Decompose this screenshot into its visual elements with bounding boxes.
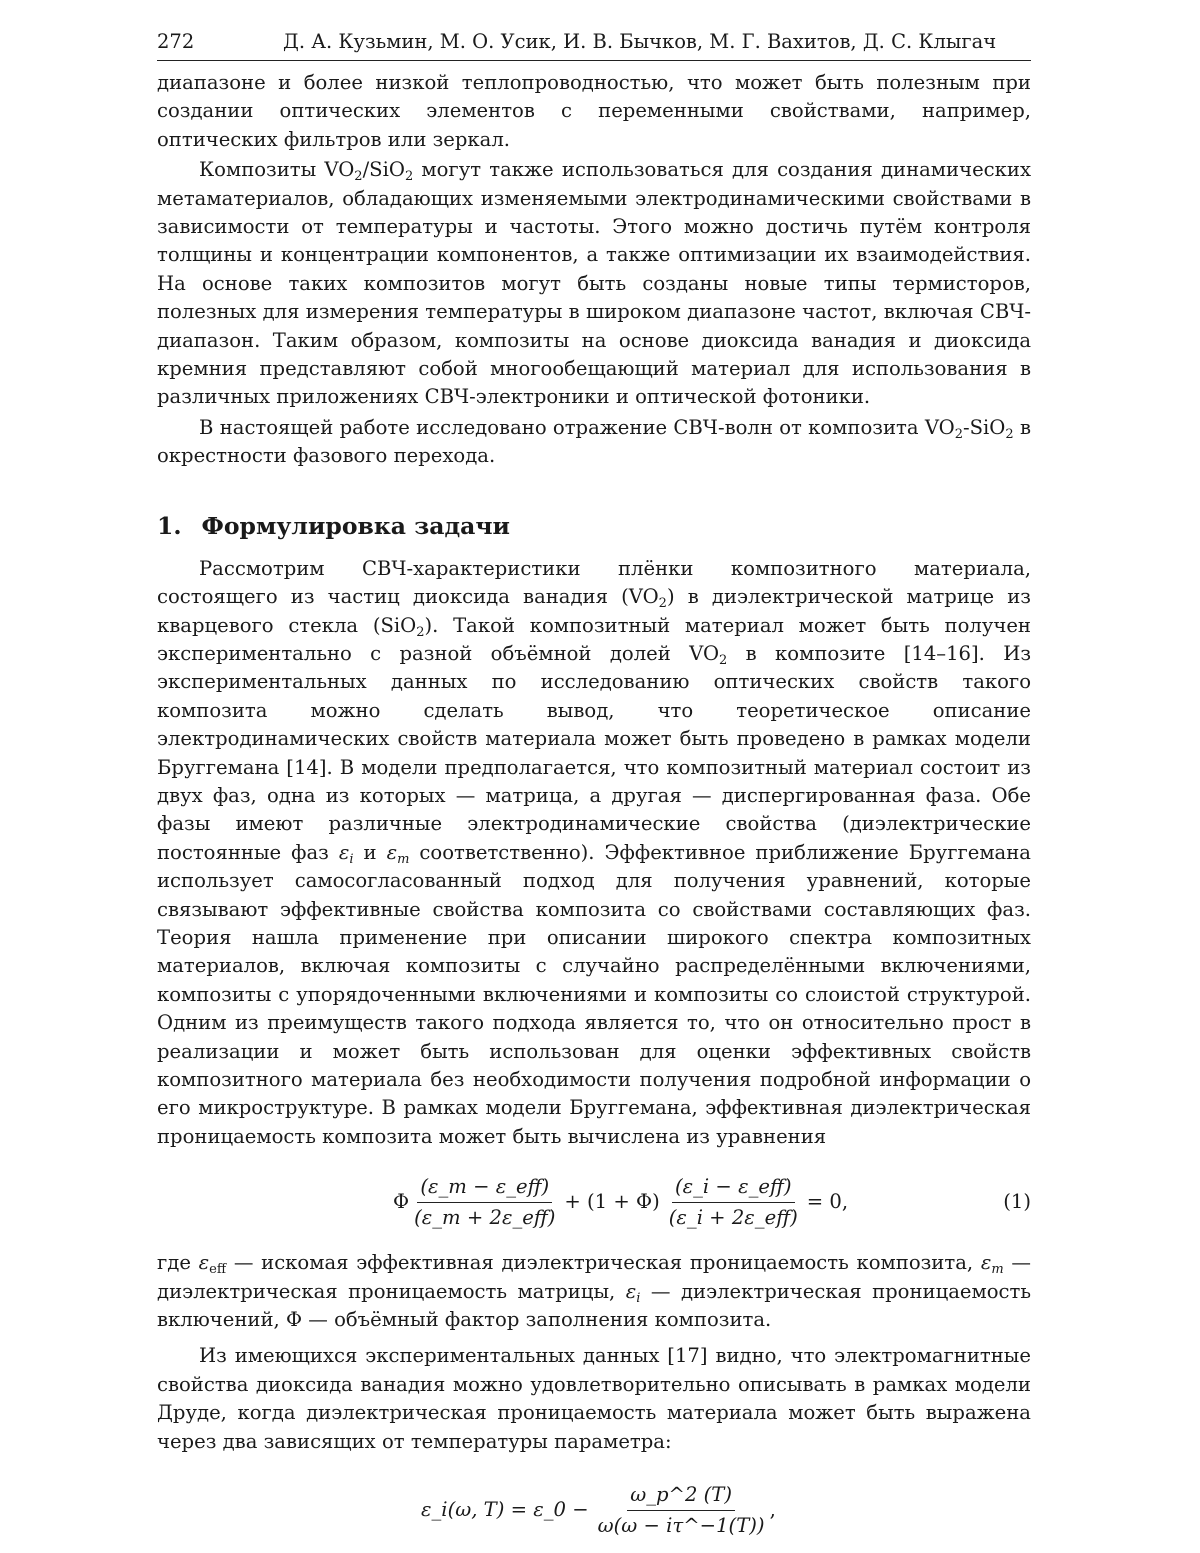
eq-denominator: (ε_m + 2ε_eff) [414, 1205, 556, 1229]
subscript: 2 [1005, 426, 1014, 442]
subscript: 2 [404, 169, 414, 185]
text-run: соответственно). Эффективное приближение Бруггемана использует самосогласованный подход для получения уравнений, которые связывают эффективные свойства композита со свойствами составляющих фаз. Теория нашла применение при описании широкого спектра композитных материалов, включая композиты с случайно распределёнными включениями, композиты с упорядоченными включениями и композиты со слоистой структурой. Одним из преимуществ такого подхода является то, что он относительно прост в реализации и может быть использован для оценки эффективных свойств композитного материала без необходимости получения подробной информации о его микроструктуре. В рамках модели Бруггемана, эффективная диэлектрическая проницаемость композита может быть вычислена из уравнения [157, 840, 1031, 1148]
eq-denominator: (ε_i + 2ε_eff) [668, 1205, 798, 1229]
math-symbol: ε [980, 1251, 992, 1275]
paragraph-present-work [157, 414, 1031, 471]
eq-phi: Φ [393, 1190, 410, 1214]
text-run: где [157, 1251, 199, 1275]
eq-numerator: (ε_i − ε_eff) [672, 1174, 795, 1203]
text-run: Рассмотрим СВЧ-характеристики плёнки композитного материала, состоящего из частиц диоксида ванадия (VO [157, 556, 1031, 609]
equation-2 [157, 1470, 1031, 1550]
running-header [157, 30, 1031, 61]
math-subscript: i [636, 1290, 641, 1306]
subscript: 2 [658, 596, 667, 612]
subscript: 2 [719, 652, 728, 668]
eq-numerator: (ε_m − ε_eff) [417, 1174, 552, 1203]
text-run: и [353, 840, 387, 864]
eq-numerator: ω_p^2 (T) [627, 1482, 735, 1511]
text-run: /SiO [362, 158, 405, 182]
math-symbol: ε [625, 1279, 637, 1303]
section-number: 1. [157, 511, 182, 540]
text-run: -SiO [963, 415, 1006, 439]
paragraph-problem [157, 555, 1031, 1152]
text-run: Композиты VO [199, 158, 355, 182]
section-heading [157, 511, 1031, 541]
text-run: ). Такой композитный материал может быть получен экспериментально с разной объёмной долей VO [157, 613, 1031, 665]
section-title: Формулировка задачи [201, 511, 510, 540]
paragraph-drude: Из имеющихся экспериментальных данных [17] видно, что электромагнитные свойства диоксида ванадия можно удовлетворительно описывать в рамках модели Друде, когда диэлектрическая проницаемость материала может быть выражена через два зависящих от температуры параметра: [157, 1344, 1031, 1453]
eq-fraction-1 [411, 1174, 558, 1231]
math-subscript: eff [209, 1262, 227, 1278]
equation-2-body [421, 1470, 776, 1550]
page [157, 30, 1031, 1550]
text-run: в окрестности фазового перехода. [157, 415, 1031, 468]
text-run: в композите [14–16]. Из экспериментальных данных по исследованию оптических свойств такого композита можно сделать вывод, что теоретическое описание электродинамических свойств материала может быть проведено в рамках модели Бруггемана [14]. В модели предполагается, что композитный материал состоит из двух фаз, одна из которых — матрица, а другая — диспергированная фаза. Обе фазы имеют различные электродинамические свойства (диэлектрические постоянные фаз [157, 641, 1032, 864]
math-subscript: m [991, 1262, 1004, 1278]
eq-fraction [595, 1482, 768, 1539]
eq-denominator: ω(ω − iτ^−1(T)) [597, 1513, 765, 1537]
eq-middle: + (1 + Φ) [564, 1190, 660, 1214]
math-symbol: ε [338, 840, 350, 864]
subscript: 2 [354, 169, 363, 185]
text-run: — диэлектрическая проницаемость включений, Φ — объёмный фактор заполнения композита. [157, 1279, 1031, 1332]
text-run: — диэлектрическая проницаемость матрицы, [157, 1251, 1032, 1303]
article-body [157, 69, 1031, 1550]
math-subscript: i [349, 851, 354, 867]
running-authors: Д. А. Кузьмин, М. О. Усик, И. В. Бычков, М. Г. Вахитов, Д. С. Клыгач [283, 30, 997, 53]
equation-1 [157, 1165, 1031, 1239]
eq-lhs: ε_i(ω, T) = ε_0 − [421, 1497, 589, 1521]
math-symbol: ε [198, 1251, 210, 1275]
text-run: В настоящей работе исследовано отражение СВЧ-волн от композита VO [199, 415, 955, 439]
subscript: 2 [954, 426, 963, 442]
paragraph-continued: диапазоне и более низкой теплопроводностью, что может быть полезным при создании оптических элементов с переменными свойствами, например, оптических фильтров или зеркал. [157, 71, 1031, 151]
paragraph-composites [157, 156, 1031, 412]
equation-1-body [393, 1165, 848, 1239]
subscript: 2 [416, 624, 425, 640]
text-run: ) в диэлектрической матрице из кварцевого стекла (SiO [157, 585, 1031, 637]
eq-tail: , [769, 1497, 776, 1521]
eq-fraction-2 [666, 1174, 801, 1231]
math-symbol: ε [386, 840, 398, 864]
page-number: 272 [157, 30, 195, 53]
equation-number: (1) [1003, 1190, 1031, 1214]
math-subscript: m [397, 851, 410, 867]
text-run: — искомая эффективная диэлектрическая проницаемость композита, [226, 1251, 981, 1275]
text-run: могут также использоваться для создания динамических метаматериалов, обладающих изменяемыми электродинамическими свойствами в зависимости от температуры и частоты. Этого можно достичь путём контроля толщины и концентрации компонентов, а также оптимизации их взаимодействия. На основе таких композитов могут быть созданы новые типы термисторов, полезных для измерения температуры в широком диапазоне частот, включая СВЧ-диапазон. Таким образом, композиты на основе диоксида ванадия и диоксида кремния представляют собой многообещающий материал для использования в различных приложениях СВЧ-электроники и оптической фотоники. [157, 158, 1031, 409]
paragraph-definitions [157, 1249, 1031, 1334]
eq-tail: = 0, [806, 1190, 849, 1214]
